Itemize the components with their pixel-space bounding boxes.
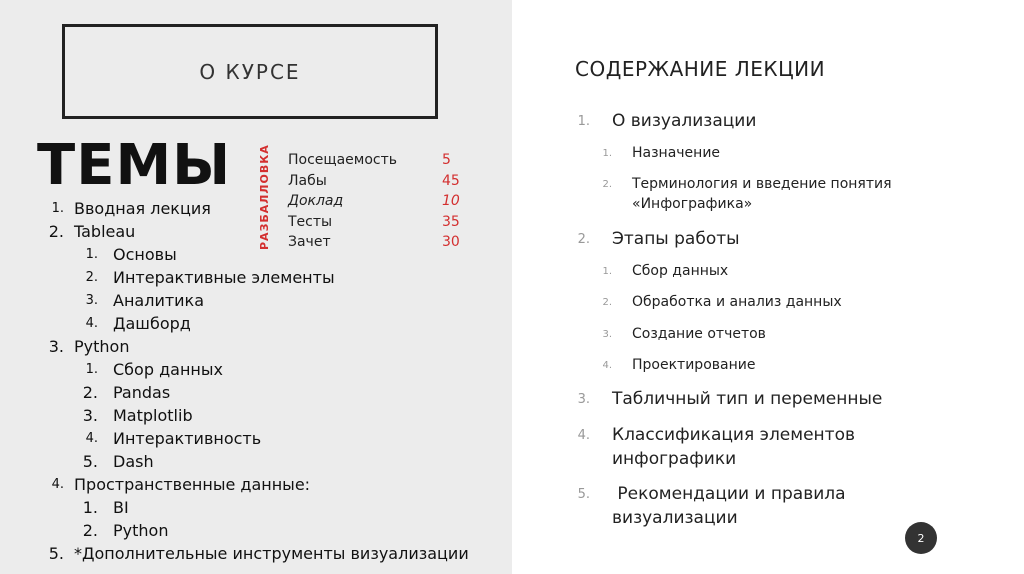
about-course-title: О КУРСЕ (199, 59, 301, 84)
contents-text: «Инфографика» (632, 196, 753, 212)
scoring-item-label: Зачет (288, 234, 331, 250)
contents-text: Проектирование (632, 357, 756, 373)
contents-number: 1. (602, 148, 612, 159)
contents-item-continuation (612, 449, 736, 469)
topic-number: 1. (51, 201, 64, 216)
contents-text: Сбор данных (632, 263, 729, 279)
scoring-item-label: Посещаемость (288, 152, 398, 168)
contents-text: Табличный тип и переменные (612, 389, 883, 409)
scoring-row (288, 150, 468, 171)
contents-number: 2. (577, 232, 590, 247)
scoring-item-label: Доклад (288, 193, 344, 209)
topic-number: 5. (82, 452, 98, 471)
scoring-row (288, 212, 468, 233)
scoring-item-value: 35 (442, 213, 460, 230)
contents-text: Этапы работы (612, 229, 740, 249)
contents-item (577, 229, 740, 249)
contents-subitem (602, 294, 842, 310)
contents-text: Классификация элементов (612, 425, 855, 445)
contents-text: Назначение (632, 145, 721, 161)
topic-number: 4. (85, 431, 98, 446)
topic-text: *Дополнительные инструменты визуализации (74, 544, 469, 563)
contents-subitem (602, 263, 729, 279)
contents-number: 4. (602, 360, 612, 371)
contents-number: 1. (602, 266, 612, 277)
contents-subitem (602, 145, 721, 161)
topic-text: BI (113, 498, 129, 517)
contents-number: 4. (577, 428, 590, 443)
topic-text: Сбор данных (113, 360, 223, 379)
contents-text: Рекомендации и правила (612, 484, 846, 504)
topic-number: 2. (85, 270, 98, 285)
topic-text: Интерактивность (113, 429, 262, 448)
contents-item (577, 484, 846, 504)
topic-number: 3. (85, 293, 98, 308)
topic-number: 1. (85, 247, 98, 262)
page-number-badge: 2 (905, 522, 937, 554)
contents-text: Терминология и введение понятия (632, 176, 892, 192)
contents-text: инфографики (612, 449, 737, 469)
contents-text: визуализации (612, 508, 738, 528)
contents-text: О визуализации (612, 111, 757, 131)
topic-text: Pandas (113, 383, 171, 402)
topic-number: 4. (51, 477, 64, 492)
scoring-item-value: 45 (442, 172, 460, 189)
topic-text: Пространственные данные: (74, 475, 311, 494)
scoring-row (288, 232, 468, 253)
scoring-table (288, 150, 468, 253)
scoring-item-value: 10 (442, 193, 460, 209)
topic-number: 3. (82, 406, 98, 425)
topics-heading: ТЕМЫ (37, 133, 232, 198)
scoring-item-label: Лабы (288, 172, 327, 189)
contents-subitem (602, 176, 892, 192)
scoring-item-value: 30 (442, 234, 460, 250)
contents-number: 3. (577, 392, 590, 407)
topic-text: Интерактивные элементы (113, 268, 335, 287)
topic-number: 1. (85, 362, 98, 377)
contents-number: 2. (602, 179, 612, 190)
topic-number: 2. (82, 521, 98, 540)
topic-number: 3. (48, 337, 64, 356)
scoring-label: РАЗБАЛЛОВКА (258, 144, 271, 250)
scoring-item-label: Тесты (288, 213, 333, 230)
topic-text: Основы (113, 245, 177, 264)
contents-item (577, 111, 757, 131)
contents-item (577, 425, 855, 445)
contents-number: 1. (577, 114, 590, 129)
contents-number: 2. (602, 297, 612, 308)
topic-text: Matplotlib (113, 406, 193, 425)
contents-subitem (602, 326, 766, 342)
contents-text: Обработка и анализ данных (632, 294, 842, 310)
contents-number: 5. (577, 487, 590, 502)
contents-subitem-continuation (632, 196, 752, 212)
topic-text: Python (74, 337, 130, 356)
topic-text: Tableau (74, 222, 136, 241)
topic-number: 2. (48, 222, 64, 241)
topic-text: Dash (113, 452, 154, 471)
topic-number: 2. (82, 383, 98, 402)
topic-number: 4. (85, 316, 98, 331)
contents-item (577, 389, 883, 409)
topic-number: 1. (82, 498, 98, 517)
contents-item-continuation (612, 508, 738, 528)
contents-subitem (602, 357, 756, 373)
scoring-row (288, 171, 468, 192)
contents-number: 3. (602, 329, 612, 340)
topic-text: Python (113, 521, 169, 540)
scoring-item-value: 5 (442, 152, 451, 168)
topic-text: Аналитика (113, 291, 205, 310)
scoring-row (288, 191, 468, 212)
lecture-contents-title: СОДЕРЖАНИЕ ЛЕКЦИИ (575, 57, 826, 81)
topic-text: Дашборд (113, 314, 191, 333)
topic-number: 5. (48, 544, 64, 563)
about-course-box (62, 24, 438, 119)
topic-text: Вводная лекция (74, 199, 211, 218)
contents-text: Создание отчетов (632, 326, 766, 342)
